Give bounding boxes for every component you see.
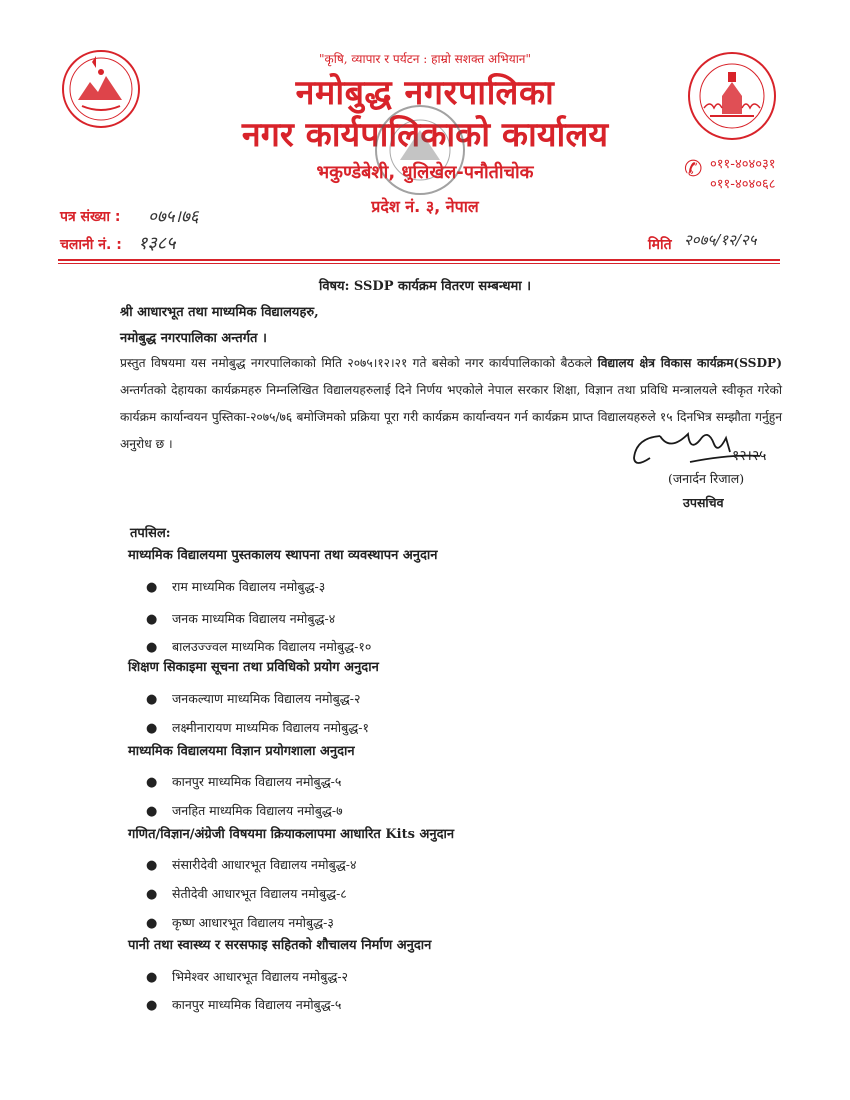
school-name: जनहित माध्यमिक विद्यालय नमोबुद्ध-७	[172, 803, 343, 818]
bullet-icon: ●	[146, 804, 158, 819]
bullet-icon: ●	[146, 692, 158, 707]
dispatch-number-label: चलानी नं. :	[60, 237, 122, 253]
bullet-icon: ●	[146, 970, 158, 985]
letter-number-label: पत्र संख्या :	[60, 209, 121, 225]
recipient-line-1: श्री आधारभूत तथा माध्यमिक विद्यालयहरु,	[120, 305, 319, 320]
date-value: २०७५/१२/२५	[684, 231, 757, 249]
school-name: संसारीदेवी आधारभूत विद्यालय नमोबुद्ध-४	[172, 857, 357, 872]
office-name: नगर कार्यपालिकाको कार्यालय	[241, 115, 609, 155]
signature-date: १२।२५	[732, 448, 767, 464]
annex-title: तपसिल:	[130, 526, 171, 541]
bullet-icon: ●	[146, 775, 158, 790]
list-item	[146, 578, 325, 595]
list-item	[146, 773, 341, 790]
list-item	[146, 996, 341, 1013]
list-item	[146, 968, 348, 985]
school-name: सेतीदेवी आधारभूत विद्यालय नमोबुद्ध-८	[172, 886, 347, 901]
section-heading: गणित/विज्ञान/अंग्रेजी विषयमा क्रियाकलापमा आधारित Kits अनुदान	[128, 827, 455, 842]
body-text-1: प्रस्तुत विषयमा यस नमोबुद्ध नगरपालिकाको मिति २०७५।१२।२१ गते बसेको नगर कार्यपालिकाको बैठकले	[120, 356, 598, 370]
list-item	[146, 885, 347, 902]
bullet-icon: ●	[146, 916, 158, 931]
body-text-2: अन्तर्गतको देहायका कार्यक्रमहरु निम्नलिखित विद्यालयहरुलाई दिने निर्णय भएकोले नेपाल सरकार शिक्षा, विज्ञान तथा प्रविधि मन्त्रालयले स्वीकृत गरेको कार्यक्रम कार्यान्वयन पुस्तिका-२०७५/७६ बमोजिमको प्रक्रिया पूरा गरी कार्यक्रम कार्यान्वयन गर्न कार्यक्रम प्राप्त विद्यालयहरुले १५ दिनभित्र सम्झौता गर्नुहुन अनुरोध छ ।	[120, 383, 782, 451]
dispatch-number-value: १३८५	[138, 233, 176, 254]
school-name: कानपुर माध्यमिक विद्यालय नमोबुद्ध-५	[172, 774, 342, 789]
letter-number-value: ०७५।७६	[148, 207, 199, 227]
school-name: कानपुर माध्यमिक विद्यालय नमोबुद्ध-५	[172, 997, 342, 1012]
school-name: जनक माध्यमिक विद्यालय नमोबुद्ध-४	[172, 611, 336, 626]
handwritten-signature	[630, 418, 790, 478]
section-heading: माध्यमिक विद्यालयमा विज्ञान प्रयोगशाला अनुदान	[128, 744, 355, 759]
bullet-icon: ●	[146, 858, 158, 873]
school-name: कृष्ण आधारभूत विद्यालय नमोबुद्ध-३	[172, 915, 334, 930]
school-name: राम माध्यमिक विद्यालय नमोबुद्ध-३	[172, 579, 326, 594]
date-label: मिति	[648, 237, 672, 253]
list-item	[146, 638, 371, 655]
list-item	[146, 802, 343, 819]
office-address: भकुण्डेबेशी, धुलिखेल-पनौतीचोक	[316, 162, 534, 183]
bullet-icon: ●	[146, 612, 158, 627]
signatory-name: (जनार्दन रिजाल)	[668, 471, 745, 486]
signatory-title: उपसचिव	[683, 495, 724, 510]
recipient-line-2: नमोबुद्ध नगरपालिका अन्तर्गत ।	[120, 331, 267, 346]
school-name: जनकल्याण माध्यमिक विद्यालय नमोबुद्ध-२	[172, 691, 361, 706]
phone-number-2: ०११-४०४०६८	[710, 177, 776, 192]
list-item	[146, 690, 360, 707]
header-divider-thin	[58, 263, 780, 264]
list-item	[146, 914, 334, 931]
school-name: बालउज्ज्वल माध्यमिक विद्यालय नमोबुद्ध-१०	[172, 639, 372, 654]
phone-number-1: ०११-४०४०३१	[710, 157, 776, 172]
organization-name: नमोबुद्ध नगरपालिका	[295, 73, 555, 113]
body-text-program: विद्यालय क्षेत्र विकास कार्यक्रम(SSDP)	[597, 356, 782, 370]
school-name: लक्ष्मीनारायण माध्यमिक विद्यालय नमोबुद्ध-१	[172, 720, 369, 735]
office-stamp	[370, 100, 470, 200]
bullet-icon: ●	[146, 998, 158, 1013]
school-name: भिमेश्वर आधारभूत विद्यालय नमोबुद्ध-२	[172, 969, 349, 984]
letter-subject: विषय: SSDP कार्यक्रम वितरण सम्बन्धमा ।	[318, 279, 532, 294]
list-item	[146, 719, 369, 736]
section-heading: पानी तथा स्वास्थ्य र सरसफाइ सहितको शौचालय निर्माण अनुदान	[128, 938, 432, 953]
bullet-icon: ●	[146, 887, 158, 902]
section-heading: शिक्षण सिकाइमा सूचना तथा प्रविधिको प्रयोग अनुदान	[128, 660, 379, 675]
section-heading: माध्यमिक विद्यालयमा पुस्तकालय स्थापना तथा व्यवस्थापन अनुदान	[128, 548, 438, 563]
list-item	[146, 610, 335, 627]
phone-icon: ✆	[684, 157, 703, 182]
slogan: "कृषि, व्यापार र पर्यटन : हाम्रो सशक्त अभियान"	[318, 52, 531, 66]
bullet-icon: ●	[146, 721, 158, 736]
bullet-icon: ●	[146, 640, 158, 655]
list-item	[146, 856, 356, 873]
province-line: प्रदेश नं. ३, नेपाल	[371, 197, 479, 216]
bullet-icon: ●	[146, 580, 158, 595]
header-divider	[58, 259, 780, 261]
